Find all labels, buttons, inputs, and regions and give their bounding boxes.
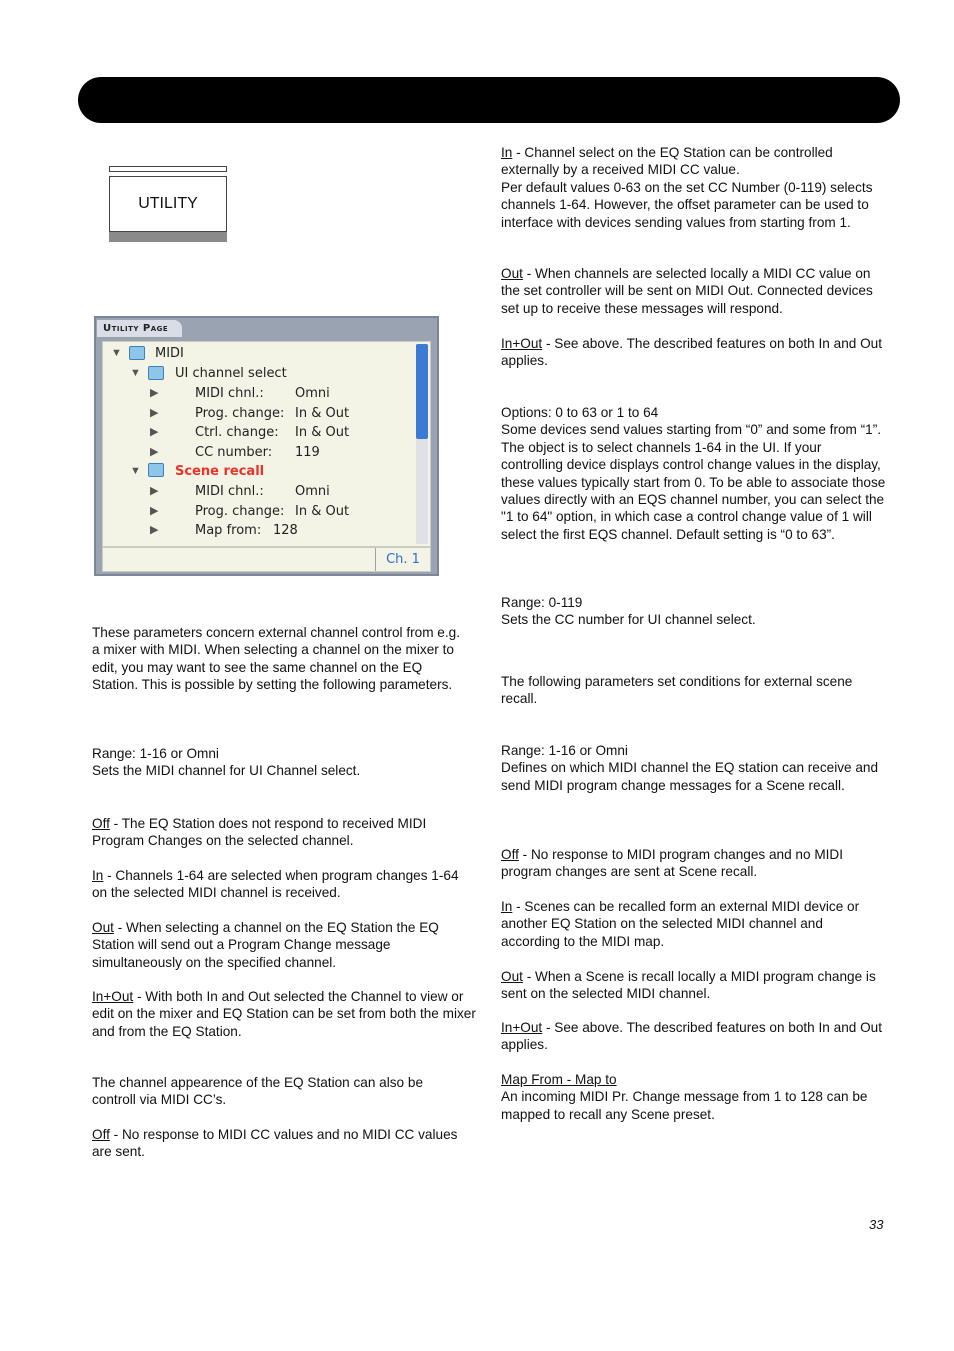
option-paragraph	[92, 1126, 464, 1161]
tree-item-scene-recall[interactable]: Scene recall	[175, 464, 265, 479]
option-label: In+Out	[501, 336, 543, 351]
option-label: In	[92, 868, 104, 883]
option-paragraph	[501, 265, 885, 317]
option-label: Off	[92, 1127, 110, 1142]
range-description: Sets the CC number for UI channel select.	[501, 612, 756, 628]
option-label: Out	[501, 969, 523, 984]
option-paragraph	[92, 867, 462, 902]
param-value[interactable]: 128	[273, 523, 298, 538]
option-label: In+Out	[501, 1020, 543, 1035]
param-label: Ctrl. change:	[195, 425, 279, 440]
folder-icon	[148, 463, 164, 477]
range-paragraph	[501, 594, 885, 629]
option-paragraph	[92, 815, 462, 850]
folder-icon	[148, 366, 164, 380]
tree-item-midi[interactable]: MIDI	[155, 346, 184, 361]
option-paragraph	[501, 898, 885, 950]
param-value[interactable]: 119	[295, 445, 320, 460]
param-label: MIDI chnl.:	[195, 386, 264, 401]
option-text: - Scenes can be recalled form an external MIDI device or another EQ Station on the selected MIDI channel and according to the MIDI map.	[501, 899, 860, 949]
param-label: Prog. change:	[195, 504, 285, 519]
param-value[interactable]: In & Out	[295, 504, 350, 519]
param-value[interactable]: Omni	[295, 386, 330, 401]
collapsed-triangle-icon[interactable]: ▶	[150, 387, 159, 399]
option-label: Off	[92, 816, 110, 831]
scrollbar-thumb[interactable]	[416, 344, 428, 439]
header-bar	[78, 77, 900, 123]
range-description: Defines on which MIDI channel the EQ station can receive and send MIDI program change messages for a Scene recall.	[501, 760, 879, 793]
options-text: Options: 0 to 63 or 1 to 64	[501, 405, 659, 420]
collapsed-triangle-icon[interactable]: ▶	[150, 407, 159, 419]
intro-paragraph: These parameters concern external channel control from e.g. a mixer with MIDI. When selecting a channel on the mixer to edit, you may want to see the same channel on the EQ Station. This is possible by setting the following parameters.	[92, 625, 460, 693]
option-text: - Channel select on the EQ Station can be controlled externally by a received MIDI CC value.	[501, 145, 833, 178]
param-label: MIDI chnl.:	[195, 484, 264, 499]
option-paragraph	[501, 968, 885, 1003]
option-text-continued: Per default values 0-63 on the set CC Number (0-119) selects channels 1-64. However, the offset parameter can be used to interface with devices sending values from starting from 1.	[501, 179, 873, 230]
range-description: Sets the MIDI channel for UI Channel select.	[92, 763, 361, 779]
cc-intro-paragraph: The channel appearence of the EQ Station can also be controll via MIDI CC’s.	[92, 1075, 424, 1108]
channel-indicator: Ch. 1	[375, 548, 430, 571]
option-paragraph	[501, 846, 885, 881]
option-text: - With both In and Out selected the Channel to view or edit on the mixer and EQ Station can be set from both the mixer and from the EQ Station.	[92, 989, 476, 1039]
option-paragraph	[92, 988, 476, 1040]
collapsed-triangle-icon[interactable]: ▶	[150, 426, 159, 438]
panel-title: Utility Page	[97, 320, 182, 337]
param-value[interactable]: Omni	[295, 484, 330, 499]
option-text: - Channels 1-64 are selected when program changes 1-64 on the selected MIDI channel is received.	[92, 868, 459, 901]
param-value[interactable]: In & Out	[295, 406, 350, 421]
option-text: - No response to MIDI program changes and no MIDI program changes are sent at Scene recall.	[501, 847, 844, 880]
utility-button-led	[109, 166, 227, 172]
param-value[interactable]: In & Out	[295, 425, 350, 440]
option-text: - The EQ Station does not respond to received MIDI Program Changes on the selected channel.	[92, 816, 427, 849]
scrollbar[interactable]	[416, 344, 428, 544]
map-paragraph	[501, 1071, 885, 1123]
option-paragraph	[501, 144, 885, 231]
expanded-triangle-icon[interactable]: ▼	[130, 465, 141, 477]
map-label: Map From - Map to	[501, 1072, 617, 1087]
option-label: In	[501, 145, 513, 160]
option-paragraph	[501, 1019, 885, 1054]
collapsed-triangle-icon[interactable]: ▶	[150, 485, 159, 497]
param-label: Map from:	[195, 523, 262, 538]
status-bar	[102, 547, 431, 572]
option-paragraph	[92, 919, 472, 971]
range-text: Range: 1-16 or Omni	[92, 746, 219, 761]
option-label: Off	[501, 847, 519, 862]
option-paragraph	[501, 335, 885, 370]
utility-page-panel	[94, 316, 439, 576]
option-label: In	[501, 899, 513, 914]
utility-button-base	[109, 232, 227, 242]
range-paragraph	[501, 742, 885, 794]
option-text: - When channels are selected locally a MIDI CC value on the set controller will be sent on MIDI Out. Connected devices set up to receive these messages will respond.	[501, 266, 873, 316]
param-label: Prog. change:	[195, 406, 285, 421]
expanded-triangle-icon[interactable]: ▼	[111, 347, 122, 359]
option-label: In+Out	[92, 989, 134, 1004]
option-text: - When selecting a channel on the EQ Station the EQ Station will send out a Program Change message simultaneously on the specified channel.	[92, 920, 439, 970]
options-paragraph	[501, 404, 887, 543]
options-description: Some devices send values starting from “0” and some from “1”. The object is to select channels 1-64 in the UI. If your controlling device displays control change values in the display, these values typically start from 0. To be able to associate those values directly with an EQS channel number, you can select the "1 to 64" option, in which case a control change value of 1 will select the first EQS channel. Default setting is “0 to 63”.	[501, 422, 886, 542]
option-text: - When a Scene is recall locally a MIDI program change is sent on the selected MIDI channel.	[501, 969, 876, 1002]
option-text: - See above. The described features on both In and Out applies.	[501, 336, 883, 369]
tree-view[interactable]	[102, 341, 431, 547]
option-label: Out	[501, 266, 523, 281]
range-text: Range: 1-16 or Omni	[501, 743, 628, 758]
utility-button[interactable]	[109, 166, 227, 242]
option-label: Out	[92, 920, 114, 935]
collapsed-triangle-icon[interactable]: ▶	[150, 446, 159, 458]
scene-intro-paragraph: The following parameters set conditions for external scene recall.	[501, 674, 853, 707]
option-text: - See above. The described features on both In and Out applies.	[501, 1020, 883, 1053]
expanded-triangle-icon[interactable]: ▼	[130, 367, 141, 379]
collapsed-triangle-icon[interactable]: ▶	[150, 524, 159, 536]
folder-icon	[129, 346, 145, 360]
range-paragraph	[92, 745, 464, 780]
option-text: - No response to MIDI CC values and no MIDI CC values are sent.	[92, 1127, 458, 1160]
range-text: Range: 0-119	[501, 595, 583, 610]
page-number: 33	[869, 1217, 884, 1232]
tree-item-ui-channel-select[interactable]: UI channel select	[175, 366, 287, 381]
param-label: CC number:	[195, 445, 273, 460]
collapsed-triangle-icon[interactable]: ▶	[150, 505, 159, 517]
utility-button-label: UTILITY	[109, 176, 227, 232]
map-text: An incoming MIDI Pr. Change message from 1 to 128 can be mapped to recall any Scene preset.	[501, 1089, 868, 1122]
